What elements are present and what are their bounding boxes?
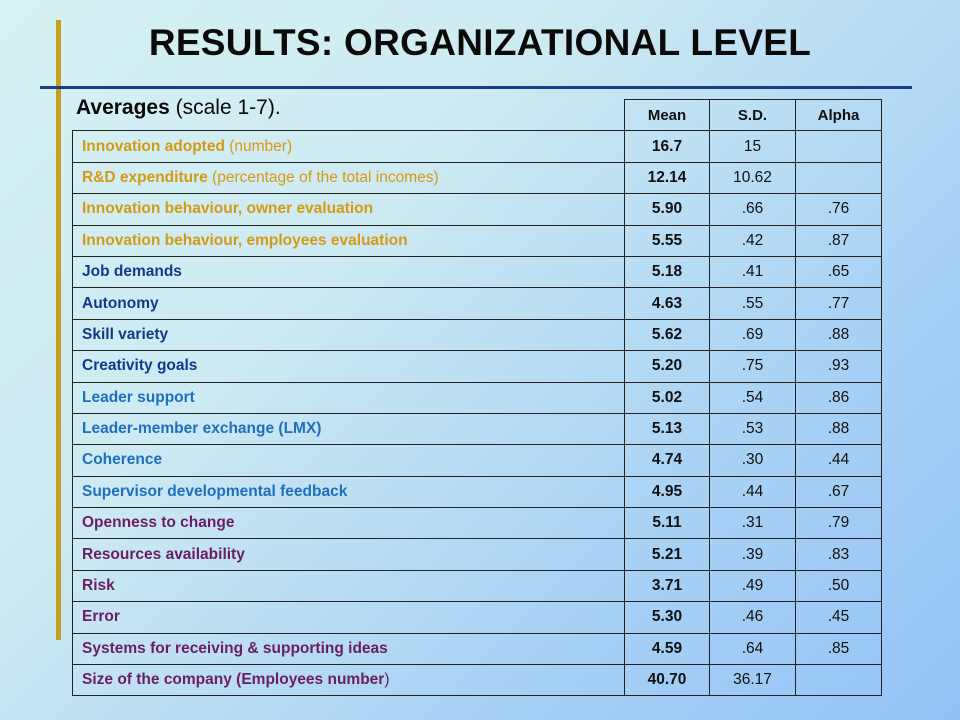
header-blank [73, 100, 625, 131]
row-label-text: Creativity goals [82, 357, 198, 375]
mean-cell: 4.59 [625, 633, 710, 664]
row-label-text: Coherence [82, 451, 163, 469]
row-label-text: Job demands [82, 263, 182, 281]
alpha-cell: .93 [796, 351, 882, 382]
row-label [73, 665, 625, 696]
table-header-row [73, 100, 882, 131]
row-label [73, 288, 625, 319]
alpha-cell: .85 [796, 633, 882, 664]
sd-cell: .44 [710, 476, 796, 507]
row-label-text: Innovation adopted [82, 137, 225, 155]
sd-cell: 36.17 [710, 665, 796, 696]
header-sd: S.D. [710, 100, 796, 131]
row-label [73, 319, 625, 350]
mean-cell: 16.7 [625, 131, 710, 162]
mean-cell: 4.95 [625, 476, 710, 507]
mean-cell: 5.02 [625, 382, 710, 413]
mean-cell: 3.71 [625, 570, 710, 601]
table-row [73, 225, 882, 256]
subtitle-rest: (scale 1-7). [169, 96, 281, 119]
row-label-text: Leader-member exchange (LMX) [82, 420, 322, 438]
table-row [73, 633, 882, 664]
sd-cell: .49 [710, 570, 796, 601]
mean-cell: 40.70 [625, 665, 710, 696]
title-rule [40, 86, 912, 89]
row-label-note: ) [384, 671, 390, 689]
alpha-cell [796, 131, 882, 162]
alpha-cell: .44 [796, 445, 882, 476]
table-row [73, 256, 882, 287]
alpha-cell [796, 162, 882, 193]
sd-cell: .39 [710, 539, 796, 570]
table-row [73, 162, 882, 193]
alpha-cell: .88 [796, 319, 882, 350]
sd-cell: .75 [710, 351, 796, 382]
alpha-cell: .83 [796, 539, 882, 570]
table-row [73, 445, 882, 476]
sd-cell: .64 [710, 633, 796, 664]
subtitle-bold: Averages [76, 96, 170, 119]
row-label [73, 445, 625, 476]
row-label [73, 413, 625, 444]
row-label-text: Error [82, 608, 120, 626]
alpha-cell: .67 [796, 476, 882, 507]
mean-cell: 5.18 [625, 256, 710, 287]
mean-cell: 5.30 [625, 602, 710, 633]
row-label-text: Innovation behaviour, employees evaluation [82, 231, 408, 249]
mean-cell: 5.11 [625, 508, 710, 539]
row-label [73, 194, 625, 225]
row-label [73, 508, 625, 539]
row-label [73, 131, 625, 162]
mean-cell: 4.63 [625, 288, 710, 319]
table-row [73, 382, 882, 413]
alpha-cell: .79 [796, 508, 882, 539]
alpha-cell: .50 [796, 570, 882, 601]
sd-cell: .66 [710, 194, 796, 225]
mean-cell: 5.62 [625, 319, 710, 350]
table-row [73, 602, 882, 633]
mean-cell: 5.90 [625, 194, 710, 225]
table-row [73, 665, 882, 696]
mean-cell: 5.55 [625, 225, 710, 256]
sd-cell: .69 [710, 319, 796, 350]
sd-cell: 10.62 [710, 162, 796, 193]
page-title: RESULTS: ORGANIZATIONAL LEVEL [148, 22, 812, 63]
row-label-text: Supervisor developmental feedback [82, 482, 348, 500]
table-row [73, 288, 882, 319]
alpha-cell [796, 665, 882, 696]
mean-cell: 5.21 [625, 539, 710, 570]
table-row [73, 319, 882, 350]
header-alpha: Alpha [796, 100, 882, 131]
row-label-text: Skill variety [82, 325, 169, 343]
table-row [73, 413, 882, 444]
mean-cell: 5.20 [625, 351, 710, 382]
mean-cell: 12.14 [625, 162, 710, 193]
table-row [73, 508, 882, 539]
row-label [73, 633, 625, 664]
sd-cell: .55 [710, 288, 796, 319]
row-label-text: Openness to change [82, 514, 235, 532]
mean-cell: 4.74 [625, 445, 710, 476]
alpha-cell: .76 [796, 194, 882, 225]
alpha-cell: .45 [796, 602, 882, 633]
row-label-text: Systems for receiving & supporting ideas [82, 639, 388, 657]
row-label [73, 476, 625, 507]
table-row [73, 539, 882, 570]
row-label-text: Innovation behaviour, owner evaluation [82, 200, 374, 218]
row-label-text: Resources availability [82, 545, 245, 563]
row-label-note: (number) [224, 137, 293, 155]
row-label [73, 225, 625, 256]
alpha-cell: .65 [796, 256, 882, 287]
row-label [73, 351, 625, 382]
sd-cell: .30 [710, 445, 796, 476]
row-label [73, 602, 625, 633]
table-row [73, 131, 882, 162]
alpha-cell: .77 [796, 288, 882, 319]
results-table [72, 99, 882, 696]
row-label-text: Autonomy [82, 294, 159, 312]
row-label [73, 256, 625, 287]
table-row [73, 570, 882, 601]
sd-cell: .42 [710, 225, 796, 256]
row-label-text: Risk [82, 577, 115, 595]
row-label [73, 162, 625, 193]
header-mean: Mean [625, 100, 710, 131]
sd-cell: .46 [710, 602, 796, 633]
row-label [73, 570, 625, 601]
accent-bar [56, 20, 61, 640]
alpha-cell: .86 [796, 382, 882, 413]
sd-cell: .53 [710, 413, 796, 444]
table-row [73, 351, 882, 382]
alpha-cell: .87 [796, 225, 882, 256]
row-label-text: Size of the company (Employees number [82, 671, 385, 689]
table-row [73, 476, 882, 507]
alpha-cell: .88 [796, 413, 882, 444]
row-label-text: Leader support [82, 388, 195, 406]
table-body [73, 131, 882, 696]
sd-cell: .31 [710, 508, 796, 539]
sd-cell: .41 [710, 256, 796, 287]
sd-cell: .54 [710, 382, 796, 413]
mean-cell: 5.13 [625, 413, 710, 444]
row-label [73, 539, 625, 570]
row-label-text: R&D expenditure [82, 168, 208, 186]
table-row [73, 194, 882, 225]
row-label [73, 382, 625, 413]
row-label-note: (percentage of the total incomes) [207, 168, 439, 186]
sd-cell: 15 [710, 131, 796, 162]
